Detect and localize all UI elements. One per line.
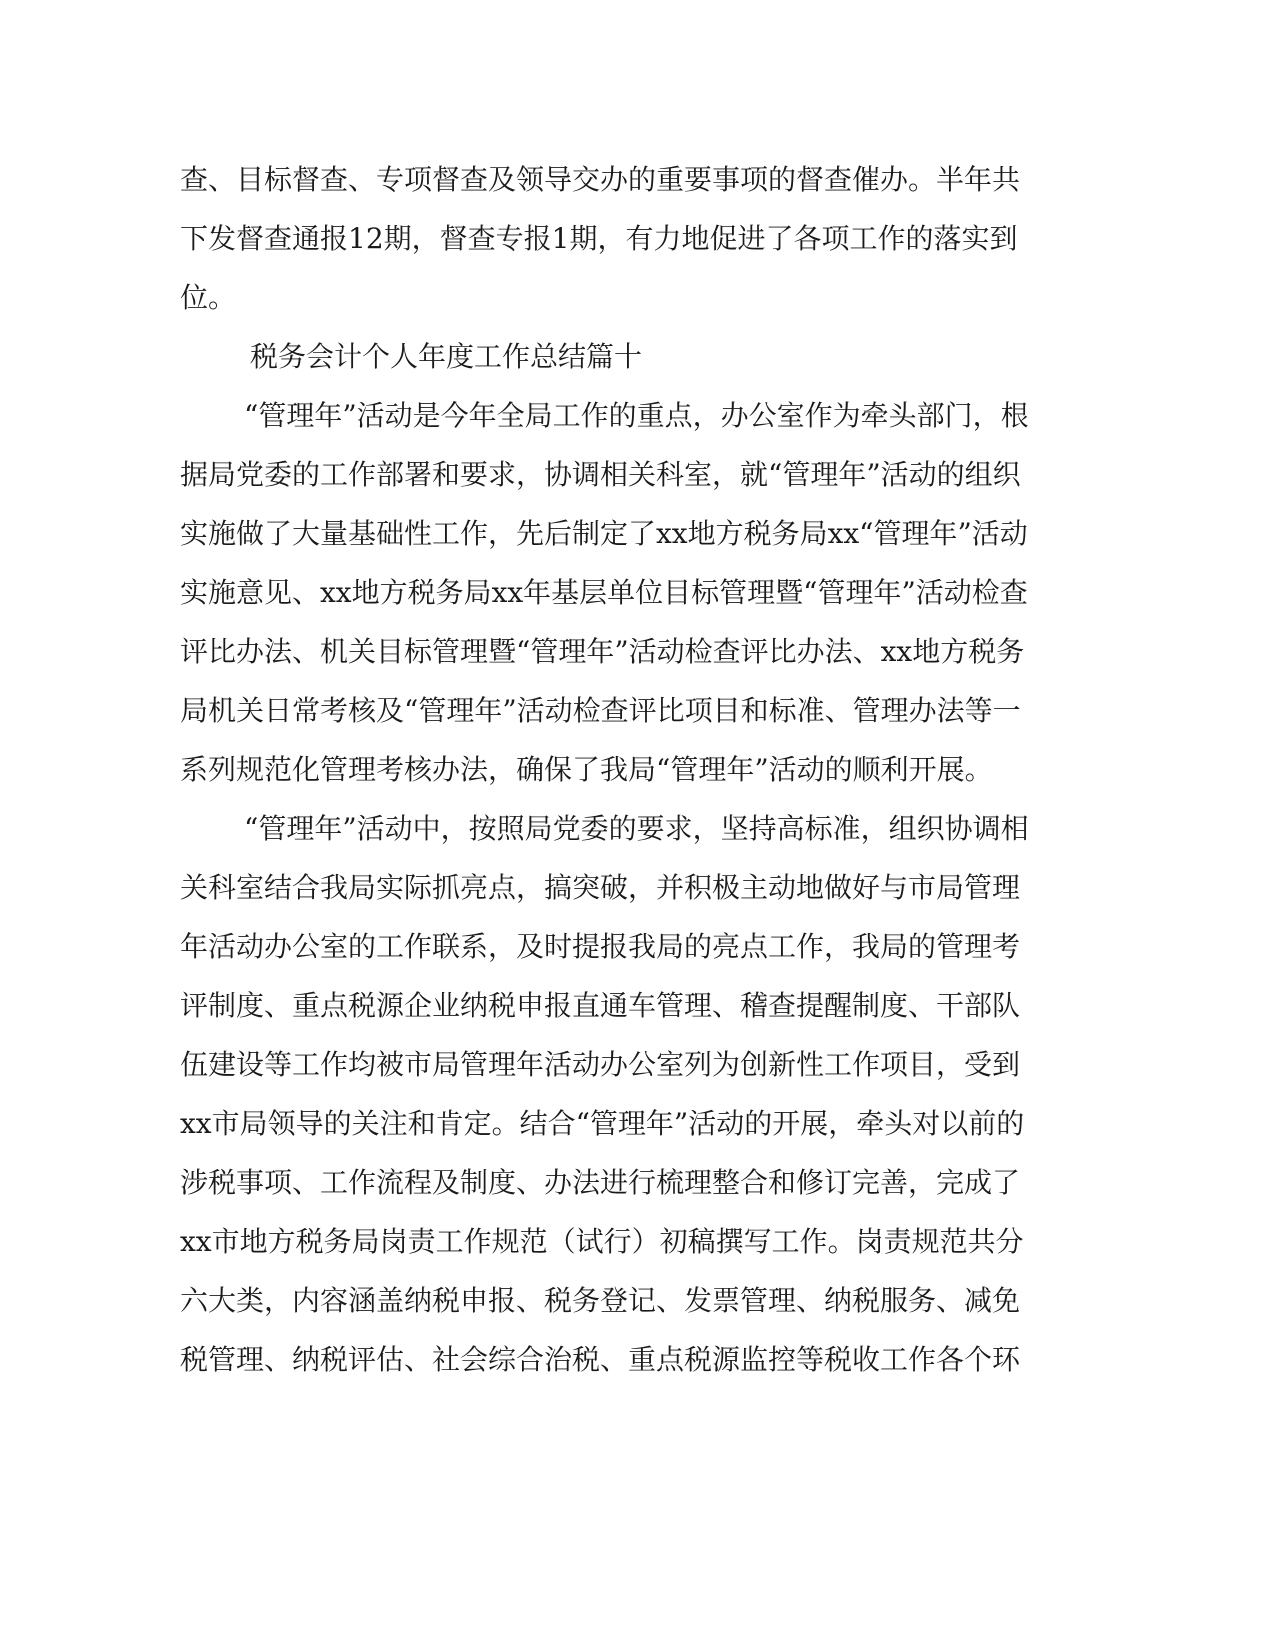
text-line-3: 位。 (180, 281, 237, 314)
text-line-21: 税管理、纳税评估、社会综合治税、重点税源监控等税收工作各个环 (180, 1343, 1021, 1376)
text-line-10: 局机关日常考核及“管理年”活动检查评比项目和标准、管理办法等一 (180, 694, 1021, 727)
text-line-20: 六大类，内容涵盖纳税申报、税务登记、发票管理、纳税服务、减免 (180, 1284, 1021, 1317)
text-line-12: “管理年”活动中，按照局党委的要求，坚持高标准，组织协调相 (244, 812, 1029, 845)
section-heading: 税务会计个人年度工作总结篇十 (250, 340, 643, 373)
text-line-6: 据局党委的工作部署和要求，协调相关科室，就“管理年”活动的组织 (180, 458, 1021, 491)
text-line-17: xx市局领导的关注和肯定。结合“管理年”活动的开展，牵头对以前的 (180, 1107, 1025, 1140)
text-line-19: xx市地方税务局岗责工作规范（试行）初稿撰写工作。岗责规范共分 (180, 1225, 1024, 1258)
text-line-14: 年活动办公室的工作联系，及时提报我局的亮点工作，我局的管理考 (180, 930, 1021, 963)
text-line-18: 涉税事项、工作流程及制度、办法进行梳理整合和修订完善，完成了 (180, 1166, 1021, 1199)
text-line-15: 评制度、重点税源企业纳税申报直通车管理、稽查提醒制度、干部队 (180, 989, 1021, 1022)
text-line-7: 实施做了大量基础性工作，先后制定了xx地方税务局xx“管理年”活动 (180, 517, 1028, 550)
text-line-13: 关科室结合我局实际抓亮点，搞突破，并积极主动地做好与市局管理 (180, 871, 1021, 904)
text-line-9: 评比办法、机关目标管理暨“管理年”活动检查评比办法、xx地方税务 (180, 635, 1025, 668)
text-line-11: 系列规范化管理考核办法，确保了我局“管理年”活动的顺利开展。 (180, 753, 993, 786)
text-line-8: 实施意见、xx地方税务局xx年基层单位目标管理暨“管理年”活动检查 (180, 576, 1028, 609)
text-line-1: 查、目标督查、专项督查及领导交办的重要事项的督查催办。半年共 (180, 163, 1021, 196)
text-line-16: 伍建设等工作均被市局管理年活动办公室列为创新性工作项目，受到 (180, 1048, 1021, 1081)
text-line-2: 下发督查通报12期，督查专报1期，有力地促进了各项工作的落实到 (180, 222, 1018, 255)
text-line-5: “管理年”活动是今年全局工作的重点，办公室作为牵头部门，根 (244, 399, 1029, 432)
